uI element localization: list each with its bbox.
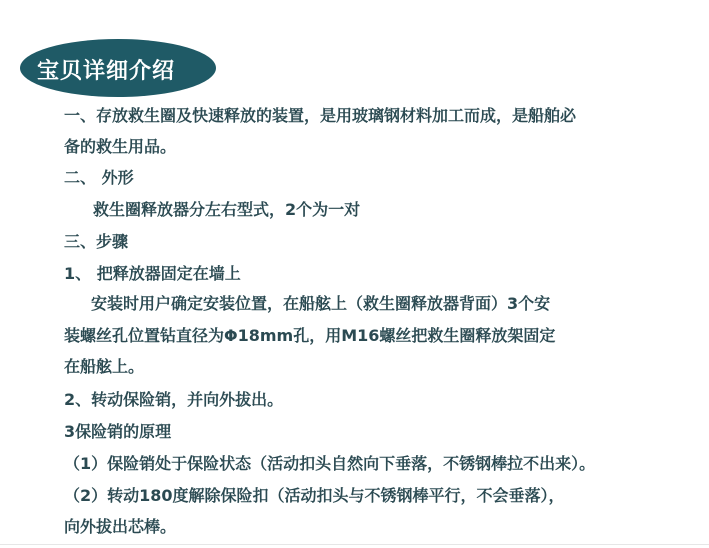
section-title: 宝贝详细介绍 [37, 59, 176, 84]
text-line: 三、步骤 [64, 232, 129, 251]
text-line: 2、转动保险销，并向外拔出。 [64, 390, 284, 409]
text-line: （1）保险销处于保险状态（活动扣头自然向下垂落，不锈钢棒拉不出来）。 [64, 454, 596, 473]
text-line: 备的救生用品。 [64, 137, 177, 156]
text-line: 装螺丝孔位置钻直径为Φ18mm孔，用M16螺丝把救生圈释放架固定 [64, 326, 556, 345]
text-line: 救生圈释放器分左右型式，2个为一对 [93, 200, 361, 219]
bottom-divider [0, 544, 709, 545]
text-line: 3保险销的原理 [64, 422, 172, 441]
text-line: 在船舷上。 [64, 357, 145, 376]
text-line: 一、存放救生圈及快速释放的装置，是用玻璃钢材料加工而成，是船舶必 [64, 106, 577, 125]
text-line: 1、 把释放器固定在墙上 [64, 264, 241, 283]
text-line: 向外拔出芯棒。 [64, 517, 177, 536]
text-line: （2）转动180度解除保险扣（活动扣头与不锈钢棒平行，不会垂落）， [64, 486, 565, 505]
text-line: 安装时用户确定安装位置，在船舷上（救生圈释放器背面）3个安 [91, 294, 551, 313]
text-line: 二、 外形 [64, 168, 134, 187]
